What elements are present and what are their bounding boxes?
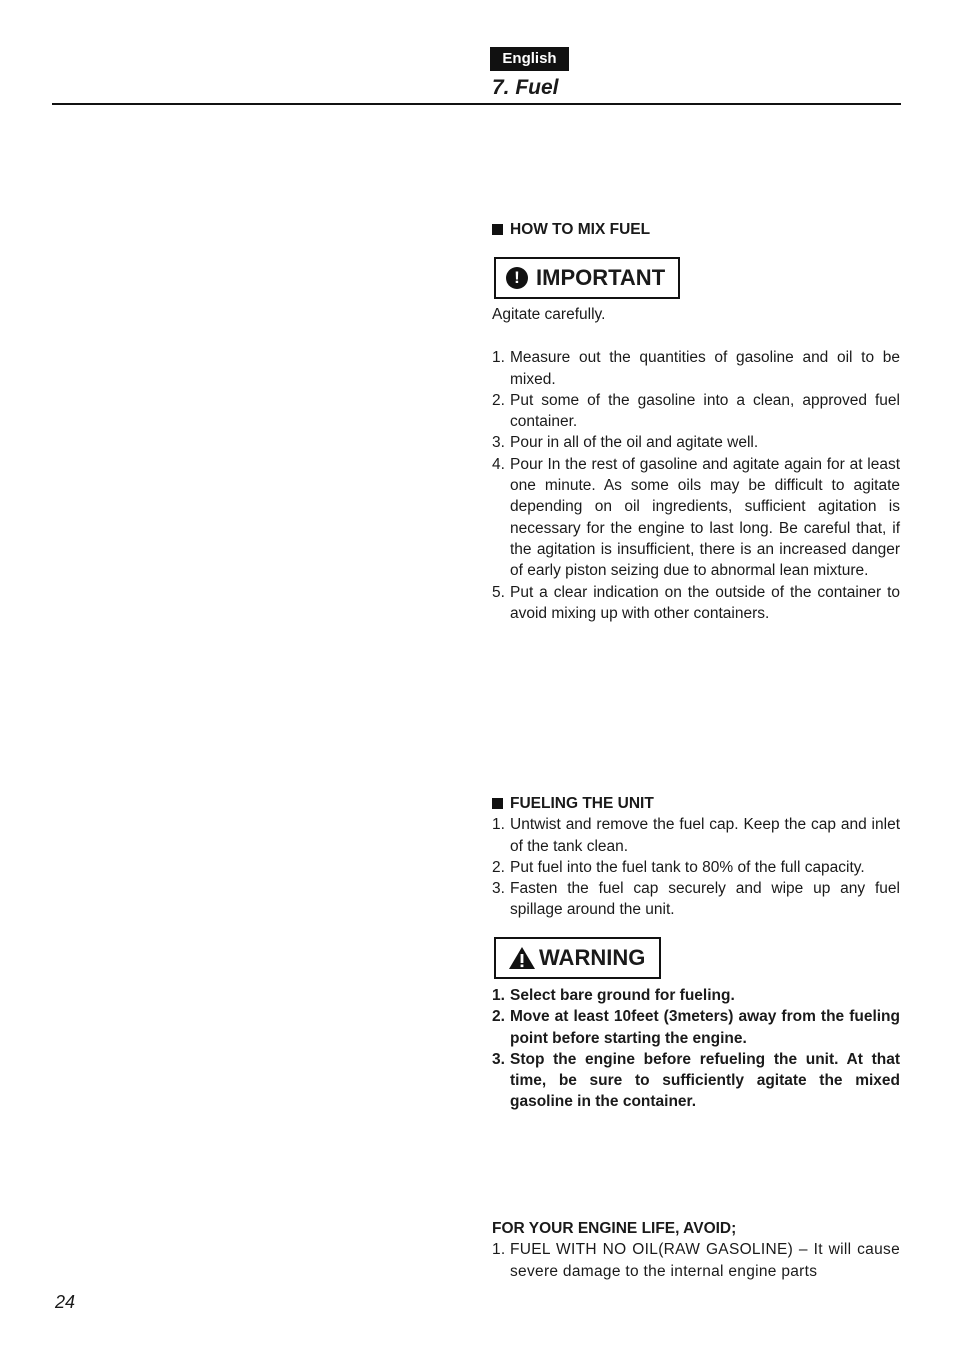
warning-body [492,985,900,1113]
step-text: Untwist and remove the fuel cap. Keep the cap and inlet of the tank clean. [510,816,900,855]
mix-steps-list [492,347,900,624]
step-number: 3. [492,880,505,898]
mix-step [492,432,900,453]
engine-life-step [492,1239,900,1282]
fueling-step [492,878,900,921]
intro-text: Agitate carefully. [492,306,606,323]
step-text: Stop the engine before refueling the unit. At that time, be sure to sufficiently agitate the mixed gasoline in the container. [510,1050,900,1111]
mix-step [492,582,900,625]
page-number: 24 [55,1292,76,1312]
step-number: 5. [492,583,505,601]
square-bullet-icon [492,224,503,235]
fueling-block [492,793,900,921]
step-text: Put a clear indication on the outside of the container to avoid mixing up with other containers. [510,583,900,622]
warning-steps-list [492,985,900,1113]
language-badge: English [490,47,569,71]
mix-step [492,390,900,433]
engine-life-steps-list [492,1239,900,1282]
mix-step [492,347,900,390]
header-rule [52,103,901,105]
exclamation-icon: ! [506,267,528,289]
step-text: Put fuel into the fuel tank to 80% of the full capacity. [510,858,865,876]
step-text: Measure out the quantities of gasoline and oil to be mixed. [510,349,900,388]
step-number: 1. [492,987,505,1004]
warning-step [492,1006,900,1049]
fueling-step [492,814,900,857]
square-bullet-icon [492,798,503,809]
fueling-heading: FUELING THE UNIT [492,793,900,814]
step-number: 1. [492,816,505,834]
step-number: 1. [492,1241,506,1259]
step-number: 4. [492,455,505,473]
mix-step [492,454,900,582]
important-box [494,257,680,299]
how-to-mix-body [492,304,900,624]
warning-label: WARNING [539,945,646,970]
warning-box [494,937,661,979]
engine-life-block [492,1218,900,1282]
step-text: Move at least 10feet (3meters) away from the fueling point before starting the engine. [510,1008,900,1047]
step-text: Select bare ground for fueling. [510,987,735,1004]
how-to-mix-heading-block [492,219,900,240]
section-title: 7. Fuel [492,76,559,99]
step-text: Fasten the fuel cap securely and wipe up any fuel spillage around the unit. [510,880,900,919]
step-number: 1. [492,349,505,367]
step-text: Pour In the rest of gasoline and agitate again for at least one minute. As some oils may be difficult to agitate depending on oil ingredients, sufficient agitation is necessary for the engine to last long. Be careful that, if the agitation is insufficient, there is an increased danger of early piston seizing due to abnormal lean mixture. [510,455,900,580]
step-number: 2. [492,1008,505,1026]
important-label: IMPORTANT [536,265,666,290]
engine-life-heading: FOR YOUR ENGINE LIFE, AVOID; [492,1220,737,1237]
warning-triangle-icon [508,946,536,970]
step-text: Pour in all of the oil and agitate well. [510,434,759,452]
fueling-step [492,857,900,878]
step-number: 3. [492,434,505,452]
step-number: 2. [492,858,505,876]
how-to-mix-heading: HOW TO MIX FUEL [492,219,900,240]
fueling-steps-list [492,814,900,920]
warning-step [492,1049,900,1113]
step-text: FUEL WITH NO OIL(RAW GASOLINE) – It will cause severe damage to the internal engine parts [510,1241,900,1280]
warning-step [492,985,900,1006]
step-text: Put some of the gasoline into a clean, approved fuel container. [510,391,900,431]
step-number: 2. [492,391,505,409]
step-number: 3. [492,1050,505,1068]
